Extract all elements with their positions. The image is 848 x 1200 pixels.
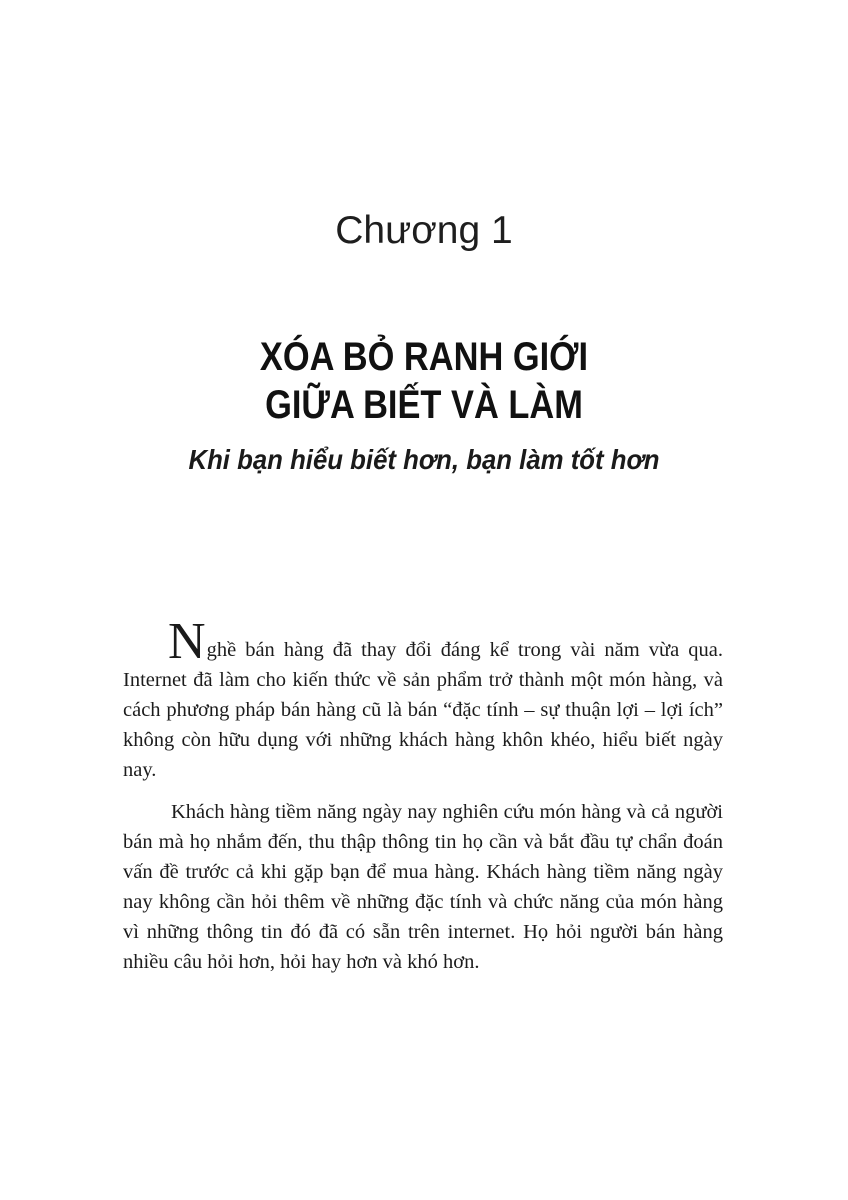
- chapter-title: [59, 333, 788, 429]
- chapter-subtitle: Khi bạn hiểu biết hơn, bạn làm tốt hơn: [188, 444, 660, 475]
- drop-cap: N: [168, 613, 206, 670]
- chapter-title-line-1: XÓA BỎ RANH GIỚI: [259, 335, 589, 379]
- chapter-label: Chương 1: [335, 209, 513, 252]
- paragraph-2: Khách hàng tiềm năng ngày nay nghiên cứu món hàng và cả người bán mà họ nhắm đến, thu thập thông tin họ cần và bắt đầu tự chẩn đoán vấn đề trước cả khi gặp bạn để mua hàng. Khách hàng tiềm năng ngày nay không cần hỏi thêm về những đặc tính và chức năng của món hàng vì những thông tin đó đã có sẵn trên internet. Họ hỏi người bán hàng nhiều câu hỏi hơn, hỏi hay hơn và khó hơn.: [123, 801, 723, 973]
- chapter-title-line-2: GIỮA BIẾT VÀ LÀM: [265, 383, 583, 427]
- paragraph-1: [123, 613, 723, 785]
- body-text: [123, 613, 723, 977]
- paragraph-1-text: ghề bán hàng đã thay đổi đáng kể trong vài năm vừa qua. Internet đã làm cho kiến thức về sản phẩm trở thành một món hàng, và cách phương pháp bán hàng cũ là bán “đặc tính – sự thuận lợi – lợi ích” không còn hữu dụng với những khách hàng khôn khéo, hiểu biết ngày nay.: [123, 639, 723, 781]
